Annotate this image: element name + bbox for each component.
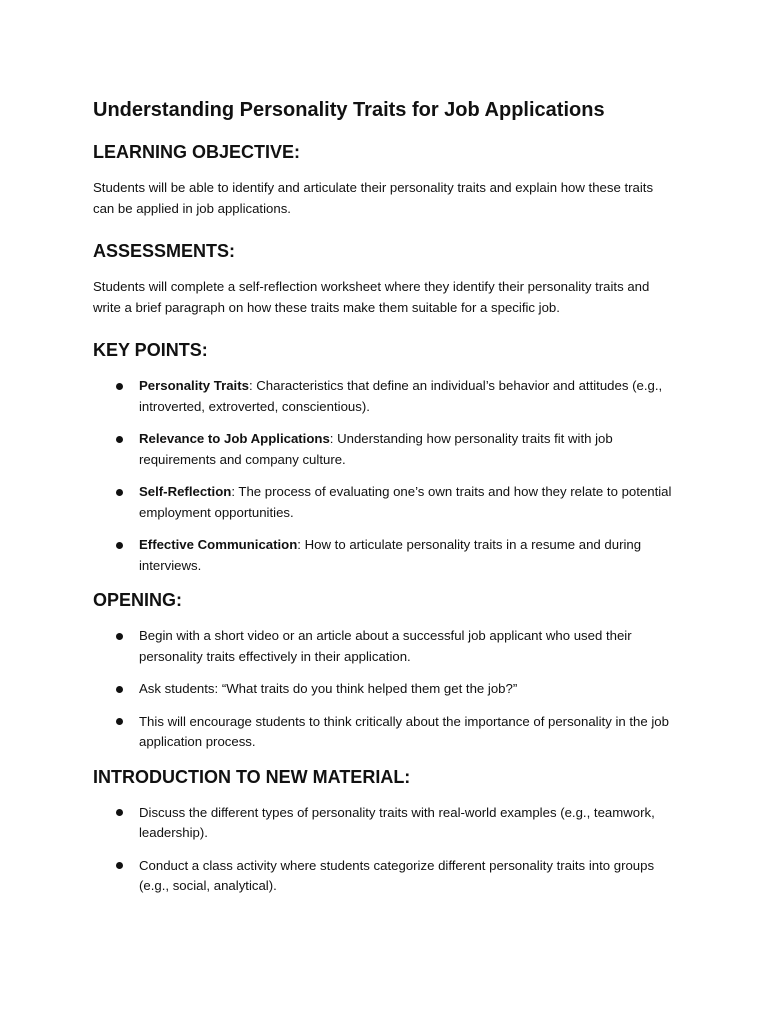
bullet-icon	[116, 862, 123, 869]
list-item	[93, 429, 676, 470]
list-item	[93, 679, 676, 700]
key-point-text: : Understanding how personality traits fit with job requirements and company culture.	[139, 431, 613, 467]
list-item	[93, 712, 676, 753]
bullet-icon	[116, 436, 123, 443]
key-point-text: : Characteristics that define an individual’s behavior and attitudes (e.g., introverted, extroverted, conscientious).	[139, 378, 663, 414]
key-point-term: Effective Communication	[139, 537, 298, 552]
opening-list	[93, 626, 676, 753]
key-point-text: : The process of evaluating one’s own traits and how they relate to potential employment opportunities.	[139, 484, 672, 520]
introduction-list	[93, 803, 676, 897]
bullet-icon	[116, 383, 123, 390]
bullet-icon	[116, 489, 123, 496]
key-point-term: Self-Reflection	[139, 484, 232, 499]
opening-item-text: Ask students: “What traits do you think helped them get the job?”	[139, 681, 518, 696]
assessments-heading: ASSESSMENTS:	[93, 241, 236, 261]
list-item	[93, 803, 676, 844]
learning-objective-heading: LEARNING OBJECTIVE:	[93, 142, 301, 162]
list-item	[93, 535, 676, 576]
bullet-icon	[116, 542, 123, 549]
list-item	[93, 376, 676, 417]
opening-item-text: This will encourage students to think critically about the importance of personality in the job application process.	[139, 713, 669, 749]
learning-objective-text: Students will be able to identify and articulate their personality traits and explain how these traits can be applied in job applications.	[93, 180, 654, 216]
opening-item-text: Begin with a short video or an article about a successful job applicant who used their personality traits effectively in their application.	[139, 628, 632, 664]
introduction-heading: INTRODUCTION TO NEW MATERIAL:	[93, 766, 411, 787]
key-point-term: Relevance to Job Applications	[139, 431, 330, 446]
key-points-list	[93, 376, 676, 576]
introduction-item-text: Conduct a class activity where students categorize different personality traits into groups (e.g., social, analytical).	[139, 857, 655, 893]
introduction-item-text: Discuss the different types of personality traits with real-world examples (e.g., teamwork, leadership).	[139, 804, 655, 840]
list-item	[93, 626, 676, 667]
bullet-icon	[116, 633, 123, 640]
bullet-icon	[116, 718, 123, 725]
bullet-icon	[116, 686, 123, 693]
key-point-term: Personality Traits	[139, 378, 249, 393]
key-points-heading: KEY POINTS:	[93, 340, 208, 360]
bullet-icon	[116, 809, 123, 816]
document-title: Understanding Personality Traits for Job Applications	[93, 99, 605, 121]
list-item	[93, 482, 676, 523]
assessments-text: Students will complete a self-reflection worksheet where they identify their personality traits and write a brief paragraph on how these traits make them suitable for a specific job.	[93, 279, 650, 315]
key-point-text: : How to articulate personality traits in a resume and during interviews.	[139, 537, 642, 573]
opening-heading: OPENING:	[93, 590, 183, 610]
list-item	[93, 856, 676, 897]
